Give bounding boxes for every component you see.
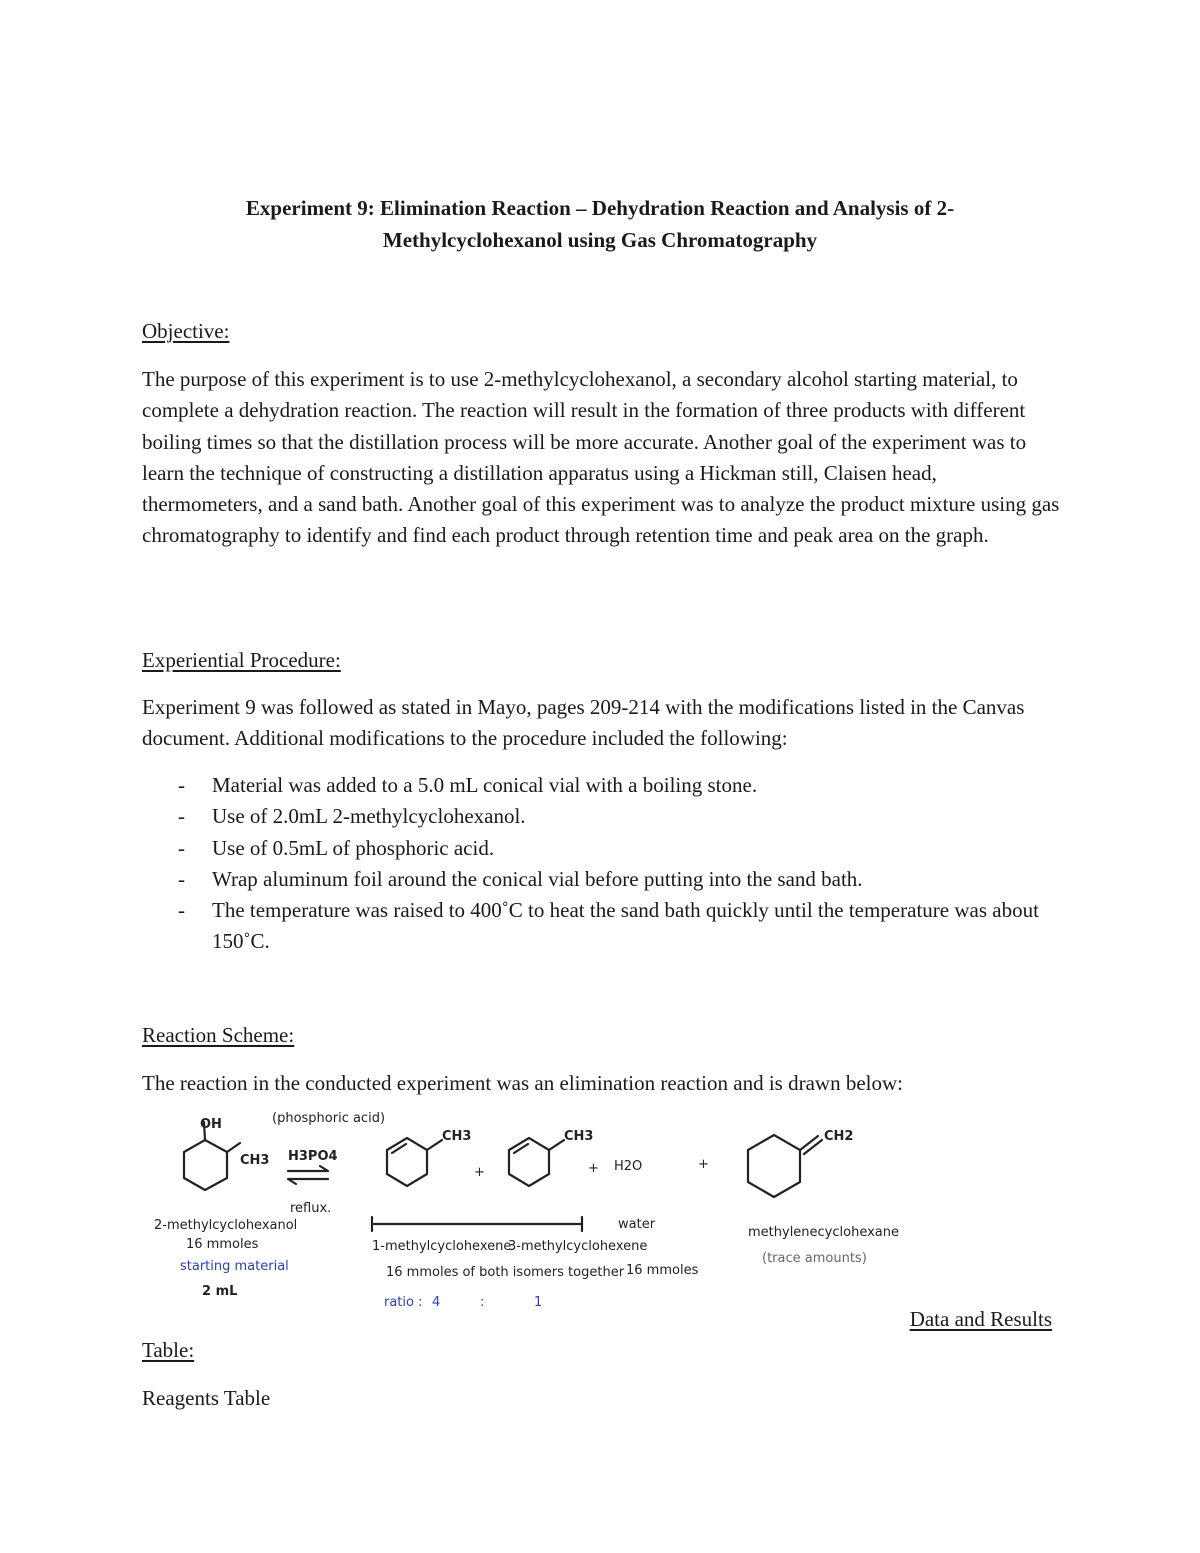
product3-exo-bond-2 bbox=[804, 1140, 822, 1154]
condition-label: reflux. bbox=[290, 1201, 332, 1216]
water-mmol: 16 mmoles bbox=[626, 1263, 699, 1278]
product1-ch3-label: CH3 bbox=[442, 1129, 472, 1144]
title-line-2: Methylcyclohexanol using Gas Chromatography bbox=[382, 228, 818, 252]
water-name: water bbox=[618, 1217, 656, 1232]
reactant-name: 2-methylcyclohexanol bbox=[154, 1218, 298, 1233]
ch3-bond bbox=[227, 1143, 240, 1152]
forward-arrow bbox=[288, 1166, 328, 1171]
list-item: - Material was added to a 5.0 mL conical vial with a boiling stone. bbox=[178, 773, 758, 797]
product1-ring bbox=[387, 1138, 427, 1186]
product3-exo-bond bbox=[800, 1136, 818, 1150]
list-item: - Use of 0.5mL of phosphoric acid. bbox=[178, 835, 495, 860]
product3-name: methylenecyclohexane bbox=[748, 1225, 899, 1240]
reactant-volume: 2 mL bbox=[202, 1284, 238, 1299]
product3-ring bbox=[748, 1135, 800, 1197]
objective-heading: Objective: bbox=[142, 319, 230, 343]
reverse-arrow bbox=[288, 1179, 328, 1184]
product3-ch2-label: CH2 bbox=[824, 1129, 854, 1144]
catalyst-note: (phosphoric acid) bbox=[272, 1111, 386, 1126]
isomers-note: 16 mmoles of both isomers together bbox=[386, 1265, 625, 1280]
oh-label: OH bbox=[200, 1117, 222, 1132]
ratio-value-b: 1 bbox=[534, 1295, 543, 1310]
product2-ring bbox=[509, 1138, 549, 1186]
plus-sign-3: + bbox=[698, 1157, 709, 1172]
table-caption: Reagents Table bbox=[142, 1386, 271, 1410]
list-item: - Use of 2.0mL 2-methylcyclohexanol. bbox=[178, 804, 526, 829]
reaction-intro: The reaction in the conducted experiment was an elimination reaction and is drawn below: bbox=[142, 1071, 903, 1095]
reactant-note: starting material bbox=[180, 1259, 289, 1274]
catalyst-label: H3PO4 bbox=[288, 1149, 338, 1164]
product2-name: 3-methylcyclohexene bbox=[508, 1239, 648, 1254]
list-item: - The temperature was raised to 400˚C to heat the sand bath quickly until the temperature was about 150˚C. bbox=[178, 898, 1039, 954]
reaction-scheme-drawing bbox=[140, 1098, 899, 1320]
product2-ch3-label: CH3 bbox=[564, 1129, 594, 1144]
procedure-heading: Experiential Procedure: bbox=[142, 648, 341, 672]
document-title bbox=[142, 192, 1058, 256]
reactant-mmol: 16 mmoles bbox=[186, 1237, 259, 1252]
product1-name: 1-methylcyclohexene bbox=[372, 1239, 512, 1254]
ratio-value-a: 4 bbox=[432, 1295, 441, 1310]
ratio-label: ratio : bbox=[384, 1295, 423, 1310]
plus-sign-1: + bbox=[474, 1165, 485, 1180]
reaction-heading: Reaction Scheme: bbox=[142, 1023, 295, 1047]
data-results-heading: Data and Results bbox=[909, 1307, 1052, 1331]
procedure-intro: Experiment 9 was followed as stated in Mayo, pages 209-214 with the modifications listed in the Canvas document. Additional modifications to the procedure included the following: bbox=[142, 695, 1025, 751]
reactant-ring bbox=[184, 1140, 227, 1190]
title-line-1: Experiment 9: Elimination Reaction – Dehydration Reaction and Analysis of 2- bbox=[245, 196, 955, 220]
product1-ch3-bond bbox=[427, 1140, 442, 1150]
plus-sign-2: + bbox=[588, 1161, 599, 1176]
table-heading: Table: bbox=[142, 1338, 195, 1362]
list-item: - Wrap aluminum foil around the conical vial before putting into the sand bath. bbox=[178, 866, 863, 891]
objective-text: The purpose of this experiment is to use 2-methylcyclohexanol, a secondary alcohol starting material, to complete a dehydration reaction. The reaction will result in the formation of three products with different boiling times so that the distillation process will be more accurate. Another goal of the experiment was to learn the technique of constructing a distillation apparatus using a Hickman still, Claisen head, thermometers, and a sand bath. Another goal of this experiment was to analyze the product mixture using gas chromatography to identify and find each product through retention time and peak area on the graph. bbox=[142, 367, 1060, 548]
ratio-separator: : bbox=[480, 1295, 485, 1310]
reactant-ch3-label: CH3 bbox=[240, 1153, 270, 1168]
modifications-list bbox=[142, 770, 1062, 958]
product3-note: (trace amounts) bbox=[762, 1251, 867, 1266]
water-formula: H2O bbox=[614, 1159, 643, 1174]
product2-ch3-bond bbox=[549, 1140, 564, 1150]
